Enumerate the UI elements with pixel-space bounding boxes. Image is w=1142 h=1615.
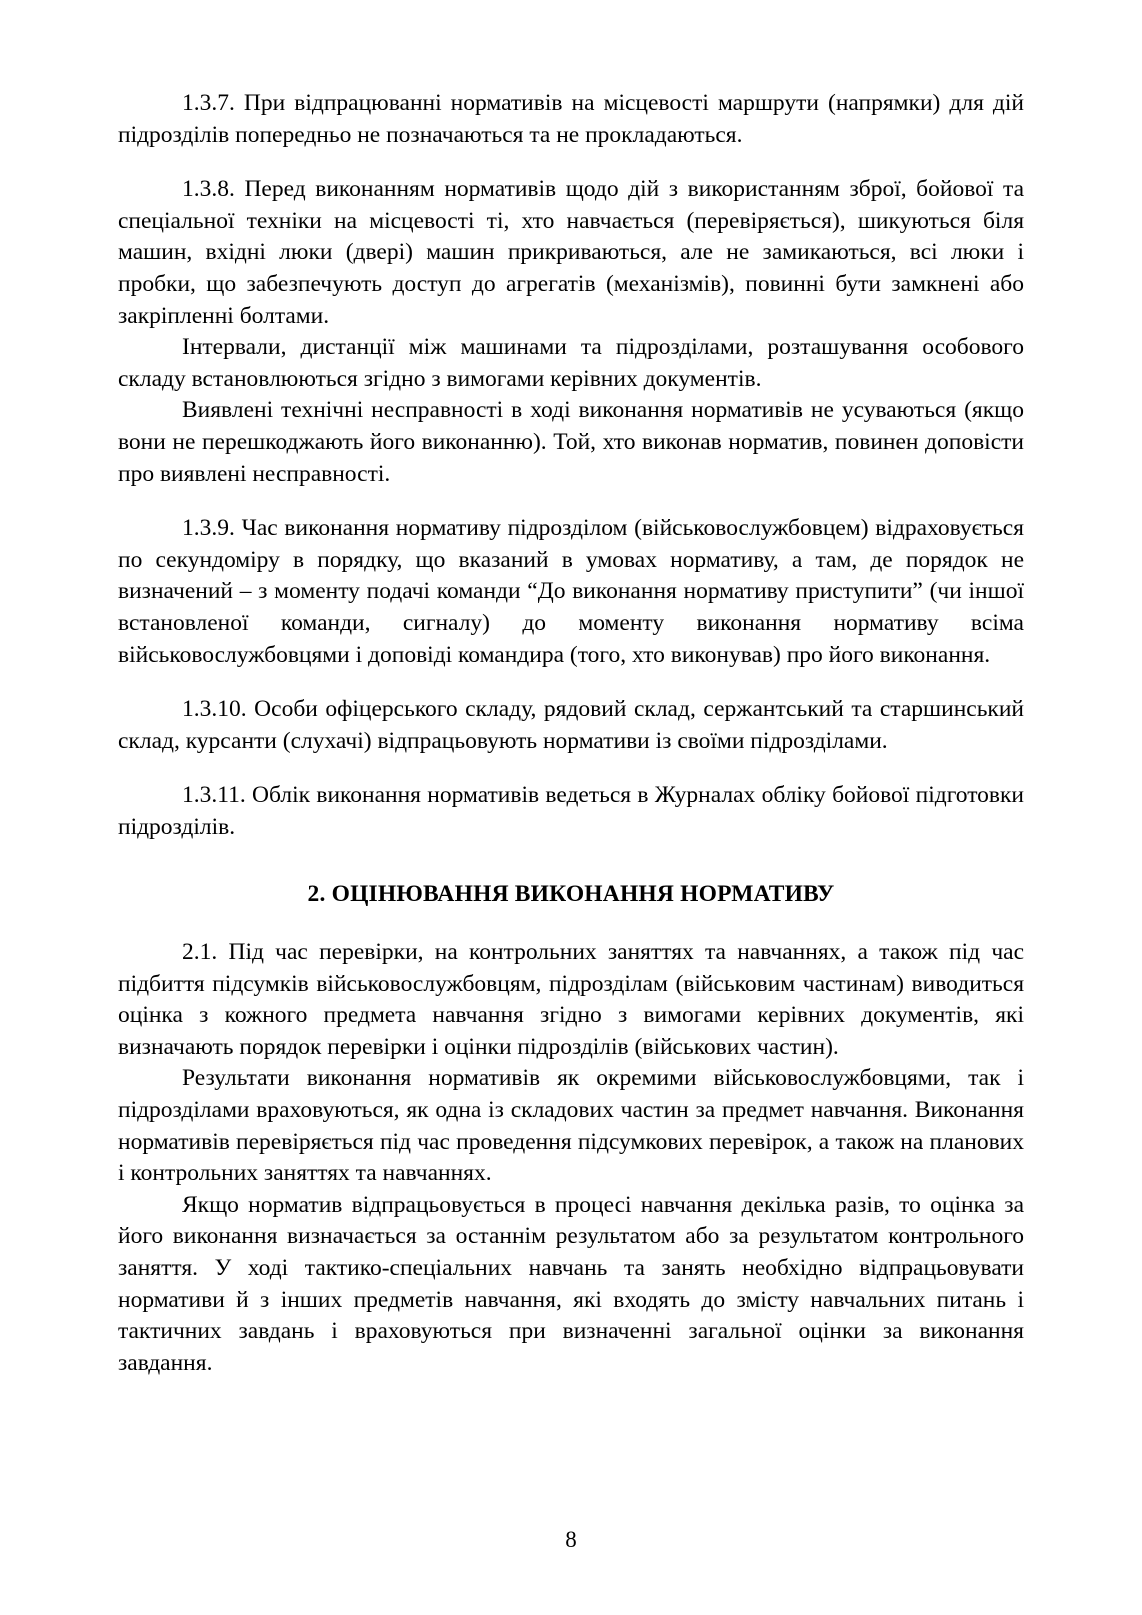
paragraph-technical-faults: Виявлені технічні несправності в ході виконання нормативів не усуваються (якщо вони не перешкоджають його виконанню). Той, хто виконав норматив, повинен доповісти про виявлені несправності. (118, 397, 1024, 487)
paragraph-intervals: Інтервали, дистанції між машинами та підрозділами, розташування особового складу встановлюються згідно з вимогами керівних документів. (118, 334, 1024, 392)
paragraph-1-3-8: 1.3.8. Перед виконанням нормативів щодо дій з використанням зброї, бойової та спеціальної техніки на місцевості ті, хто навчається (перевіряється), шикуються біля машин, вхідні люки (двері) машин прикриваються, але не замикаються, всі люки і пробки, що забезпечують доступ до агрегатів (механізмів), повинні бути замкнені або закріпленні болтами. (118, 176, 1024, 329)
paragraph-results: Результати виконання нормативів як окремими військовослужбовцями, так і підрозділами враховуються, як одна із складових частин за предмет навчання. Виконання нормативів перевіряється під час проведення підсумкових перевірок, а також на планових і контрольних заняттях та навчаннях. (118, 1065, 1024, 1187)
page-number: 8 (565, 1527, 577, 1552)
paragraph-repeated-norm: Якщо норматив відпрацьовується в процесі навчання декілька разів, то оцінка за його виконання визначається за останнім результатом або за результатом контрольного заняття. У ході тактико-спеціальних навчань та занять необхідно відпрацьовувати нормативи й з інших предметів навчання, які входять до змісту навчальних питань і тактичних завдань і враховуються при визначенні загальної оцінки за виконання завдання. (118, 1191, 1024, 1376)
paragraph-1-3-9: 1.3.9. Час виконання нормативу підрозділом (військовослужбовцем) відраховується по секундоміру в порядку, що вказаний в умовах нормативу, а там, де порядок не визначений – з моменту подачі команди “До виконання нормативу приступити” (чи іншої встановленої команди, сигналу) до моменту виконання нормативу всіма військовослужбовцями і доповіді командира (того, хто виконував) про його виконання. (118, 515, 1024, 668)
paragraph-1-3-7: 1.3.7. При відпрацюванні нормативів на місцевості маршрути (напрямки) для дій підрозділів попередньо не позначаються та не прокладаються. (118, 90, 1024, 148)
document-body (118, 88, 1024, 1379)
paragraph-1-3-10: 1.3.10. Особи офіцерського складу, рядовий склад, сержантський та старшинський склад, курсанти (слухачі) відпрацьовують нормативи із своїми підрозділами. (118, 696, 1024, 754)
paragraph-1-3-11: 1.3.11. Облік виконання нормативів ведеться в Журналах обліку бойової підготовки підрозділів. (118, 782, 1024, 840)
section-heading: 2. ОЦІНЮВАННЯ ВИКОНАННЯ НОРМАТИВУ (307, 881, 835, 908)
paragraph-2-1: 2.1. Під час перевірки, на контрольних заняттях та навчаннях, а також під час підбиття підсумків військовослужбовцям, підрозділам (військовим частинам) виводиться оцінка з кожного предмета навчання згідно з вимогами керівних документів, які визначають порядок перевірки і оцінки підрозділів (військових частин). (118, 939, 1024, 1060)
